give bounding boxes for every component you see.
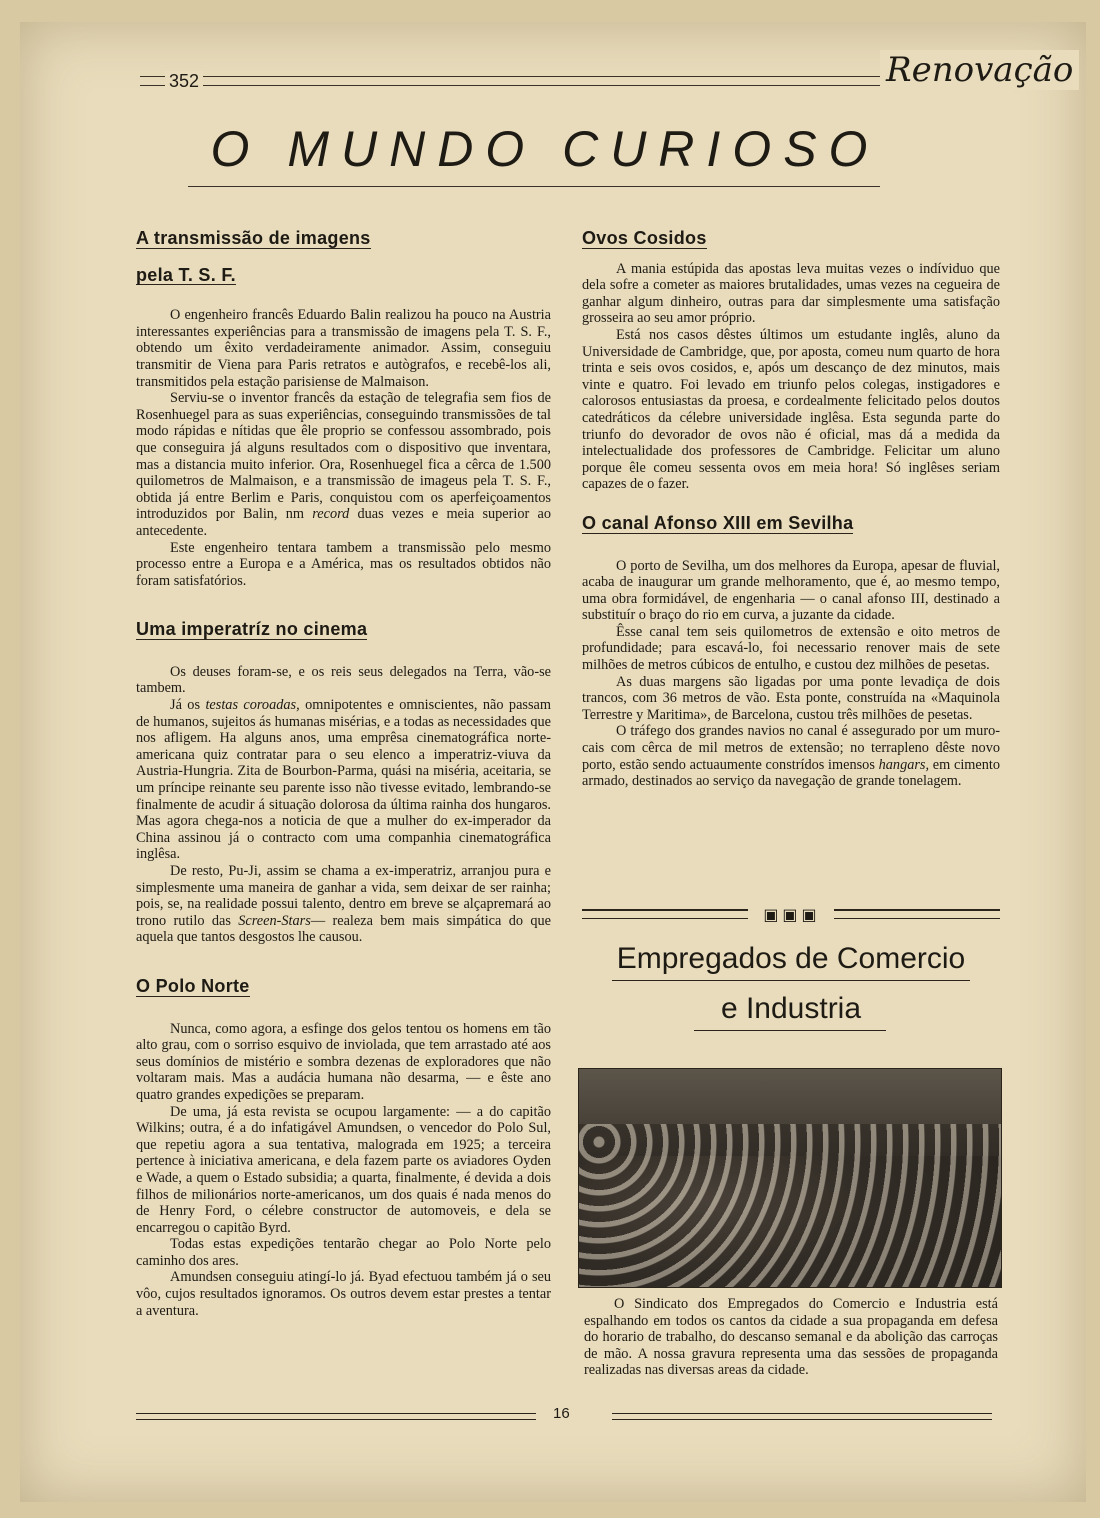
paragraph-text: De resto, Pu-Ji, assim se chama a ex-imperatriz, arranjou pura e simplesmente uma maneira de ganhar a vida, sem deixar de ser rainha; pois, se, na realidade possui talento, dentro em breve se alçapremará ao trono rutilo das	[136, 863, 551, 929]
paragraph-text: duas vezes e meia superior ao antecedente.	[136, 506, 551, 539]
paragraph-text: omnipotentes e omniscientes, não passam de humanos, sujeitos ás humanas misérias, e a todas as necessidades que nos afligem. Ha alguns anos, uma emprêsa cinematográfica norte-americana quiz contratar para o seu elenco a imperatriz-viuva da Austria-Hungria. Zita de Bourbon-Parma, quási na miséria, aceitaria, se um príncipe reinante seu parente isso não tivesse evitado, lembrando-se finalmente de acudir á situação dolorosa da última rainha dos hungaros. Mas agora chega-nos a noticia de que a mulher do ex-imperador da China assinou já o contracto com uma companhia cinematográfica inglêsa.	[136, 697, 552, 863]
footer-page-number: 16	[553, 1405, 570, 1422]
article-heading-block	[136, 621, 551, 640]
article-paragraph: Este engenheiro tentara tambem a transmissão pelo mesmo processo entre a Europa e a América, mas os resultados obtidos não foram satisfatórios.	[136, 539, 551, 589]
article-paragraph: A mania estúpida das apostas leva muitas vezes o indíviduo que dela sofre a cometer as maiores brutalidades, umas vezes na cegueira de ganhar algum dinheiro, outras para dar simplesmente uma satisfação grosseira ao seu amor próprio.	[582, 260, 1000, 327]
article-paragraph: Todas estas expedições tentarão chegar ao Polo Norte pelo caminho dos ares.	[136, 1236, 551, 1269]
section-title-rule	[612, 980, 970, 981]
caption-text: O Sindicato dos Empregados do Comercio e Industria está espalhando em todos os cantos da cidade a sua propaganda em defesa do horario de trabalho, do descanso semanal e da abolição das carroças de mão. A nossa gravura representa uma das sessões de propaganda realizadas nas diversas areas da cidade.	[584, 1296, 998, 1379]
paragraph-text: O tráfego dos grandes navios no canal é assegurado por um muro-cais com cêrca de mil metros de extensão; no terrapleno dêste novo porto, estão sendo actuaumente constrídos imensos	[582, 723, 1000, 773]
divider-line	[582, 909, 748, 919]
italic-term: testas coroadas,	[205, 697, 300, 714]
article-paragraph: Êsse canal tem seis quilometros de extensão e oito metros de profundidade; para escavá-lo, foi necessario renover mais de sete milhões de metros cúbicos de entulho, e custou dez milhões de pesetas.	[582, 623, 1000, 674]
ornament-divider	[582, 905, 1000, 925]
photo-caption	[584, 1296, 998, 1379]
article-heading-block	[136, 230, 551, 295]
paragraph-text: em cimento armado, destinados ao serviço da navegação de grande tonelagem.	[582, 756, 1001, 790]
page-number: 352	[165, 71, 203, 92]
article-paragraph: De uma, já esta revista se ocupou largamente: — a do capitão Wilkins; outra, é a do infatigável Amundsen, o vencedor do Polo Sul, que repetiu agora a sua tentativa, malograda em 1925; a terceira pertence à iniciativa americana, e dela fazem parte os aviadores Oyden e Wade, a quem o Estado subsidia; a quarta, finalmente, é devida a dois filhos de milionários norte-americanos, um dos quais é nada menos do de Henry Ford, o célebre constructor de automoveis, e dela se encarregou o capitão Byrd.	[136, 1103, 551, 1236]
article-paragraph: Nunca, como agora, a esfinge dos gelos tentou os homens em tão alto grau, com o sorriso esquivo de inviolada, que tem arrastado até aos seus domínios de mistério e sombra dezenas de exploradores que não voltaram mais. Mas a audácia humana não desarma, — e êste ano quatro grandes expedições se preparam.	[136, 1020, 551, 1103]
article-paragraph: Os deuses foram-se, e os reis seus delegados na Terra, vão-se tambem.	[136, 663, 551, 697]
article-paragraph	[136, 390, 551, 539]
paragraph-text: — realeza bem mais simpática do que aquela que tantos desgostos lhe causou.	[136, 912, 552, 946]
photo-crowd	[579, 1124, 1001, 1288]
article-paragraph: O engenheiro francês Eduardo Balin realizou ha pouco na Austria interessantes experiências para a transmissão de imagens pela T. S. F., obtendo um êxito verdadeiramente animador. Assim, conseguiu transmitir de Viena para Paris retratos e autògrafos, e recebê-los ali, transmitidos pela estação parisiense de Malmaison.	[136, 307, 551, 390]
article-heading-ovos: Ovos Cosidos	[582, 228, 707, 248]
article-paragraph: As duas margens são ligadas por uma ponte levadiça de dois trancos, com 36 metros de vão. Esta ponte, construída na «Maquinola Terrestre y Maritima», de Barcelona, custou três milhões de pesetas.	[582, 673, 1000, 723]
header-rule	[140, 76, 935, 86]
italic-term: hangars,	[878, 756, 930, 773]
article-paragraph	[136, 863, 551, 946]
section-title-rule	[694, 1030, 886, 1031]
italic-term: Screen-Stars	[238, 912, 311, 929]
footer-rule	[612, 1413, 992, 1420]
meeting-photo	[578, 1068, 1002, 1288]
article-heading-tsf-line2: pela T. S. F.	[136, 264, 236, 285]
title-rule	[188, 186, 880, 187]
ornament-icon: ▣▣▣	[763, 905, 821, 924]
article-paragraph	[582, 723, 1000, 789]
article-heading-block	[136, 975, 551, 997]
article-heading-tsf-line1: A transmissão de imagens	[136, 228, 371, 248]
article-paragraph: Está nos casos dêstes últimos um estudante inglês, aluno da Universidade de Cambridge, que, por aposta, comeu num quarto de hora trinta e seis ovos cosidos, e, após um descanço de dez minutos, mais vinte e quatro. Foi levado em triunfo pelos colegas, instigadores e calorosos entusiastas da proesa, e cordealmente felicitado pelos doutos catedráticos da célebre universidade inglêsa. Esta segunda parte do triunfo do devorador de ovos não é oficial, mas dá a medida da intelectualidade dos professores de Cambridge. Felicitar um aluno porque êle comeu sessenta ovos em meia hora! Só inglêses seriam capazes de o fazer.	[582, 326, 1000, 493]
italic-term: record	[312, 506, 350, 523]
right-column	[582, 220, 1000, 790]
article-paragraph	[136, 697, 551, 863]
left-column	[136, 220, 551, 1319]
section-title-line1: Empregados de Comercio	[616, 942, 966, 975]
footer-rule	[136, 1413, 536, 1420]
section-title-line2: e Industria	[720, 992, 862, 1025]
article-heading-block	[582, 230, 1000, 249]
article-heading-imperatriz: Uma imperatríz no cinema	[136, 619, 368, 640]
article-paragraph: Amundsen conseguiu atingí-lo já. Byad efectuou também já o seu vôo, cujos resultados ignoramos. Os outros devem estar prestes a tentar a aventura.	[136, 1269, 551, 1319]
divider-line	[834, 909, 1000, 919]
masthead-logo: Renovação	[880, 50, 1079, 90]
article-heading-block	[582, 512, 1000, 534]
article-heading-polo-norte: O Polo Norte	[136, 975, 250, 996]
article-heading-canal: O canal Afonso XIII em Sevilha	[582, 512, 854, 533]
article-paragraph: O porto de Sevilha, um dos melhores da Europa, apesar de fluvial, acaba de inaugurar um grande melhoramento, que é, ao mesmo tempo, uma obra formidável, de engenharia — o canal afonso III, destinado a substituír o braço do rio em curva, a juzante da cidade.	[582, 557, 1000, 624]
paragraph-text: Serviu-se o inventor francês da estação de telegrafia sem fios de Rosenhuegel para as suas experiências, conseguindo transmissões de tal modo rápidas e nítidas que êle proprio se confessou assombrado, pois que conseguira já alguns resultados com o dispositivo que inventara, mas a distancia muito inferior. Ora, Rosenhuegel fica a cêrca de 1.500 quilometros de Malmaison, e a transmissão de imageus pela T. S. F., obtida já entre Berlim e Paris, conquistou com os aperfeiçoamentos introduzidos por Balin, nm	[136, 390, 551, 523]
paragraph-text: Já os	[170, 697, 201, 714]
page-title: O MUNDO CURIOSO	[210, 121, 880, 177]
